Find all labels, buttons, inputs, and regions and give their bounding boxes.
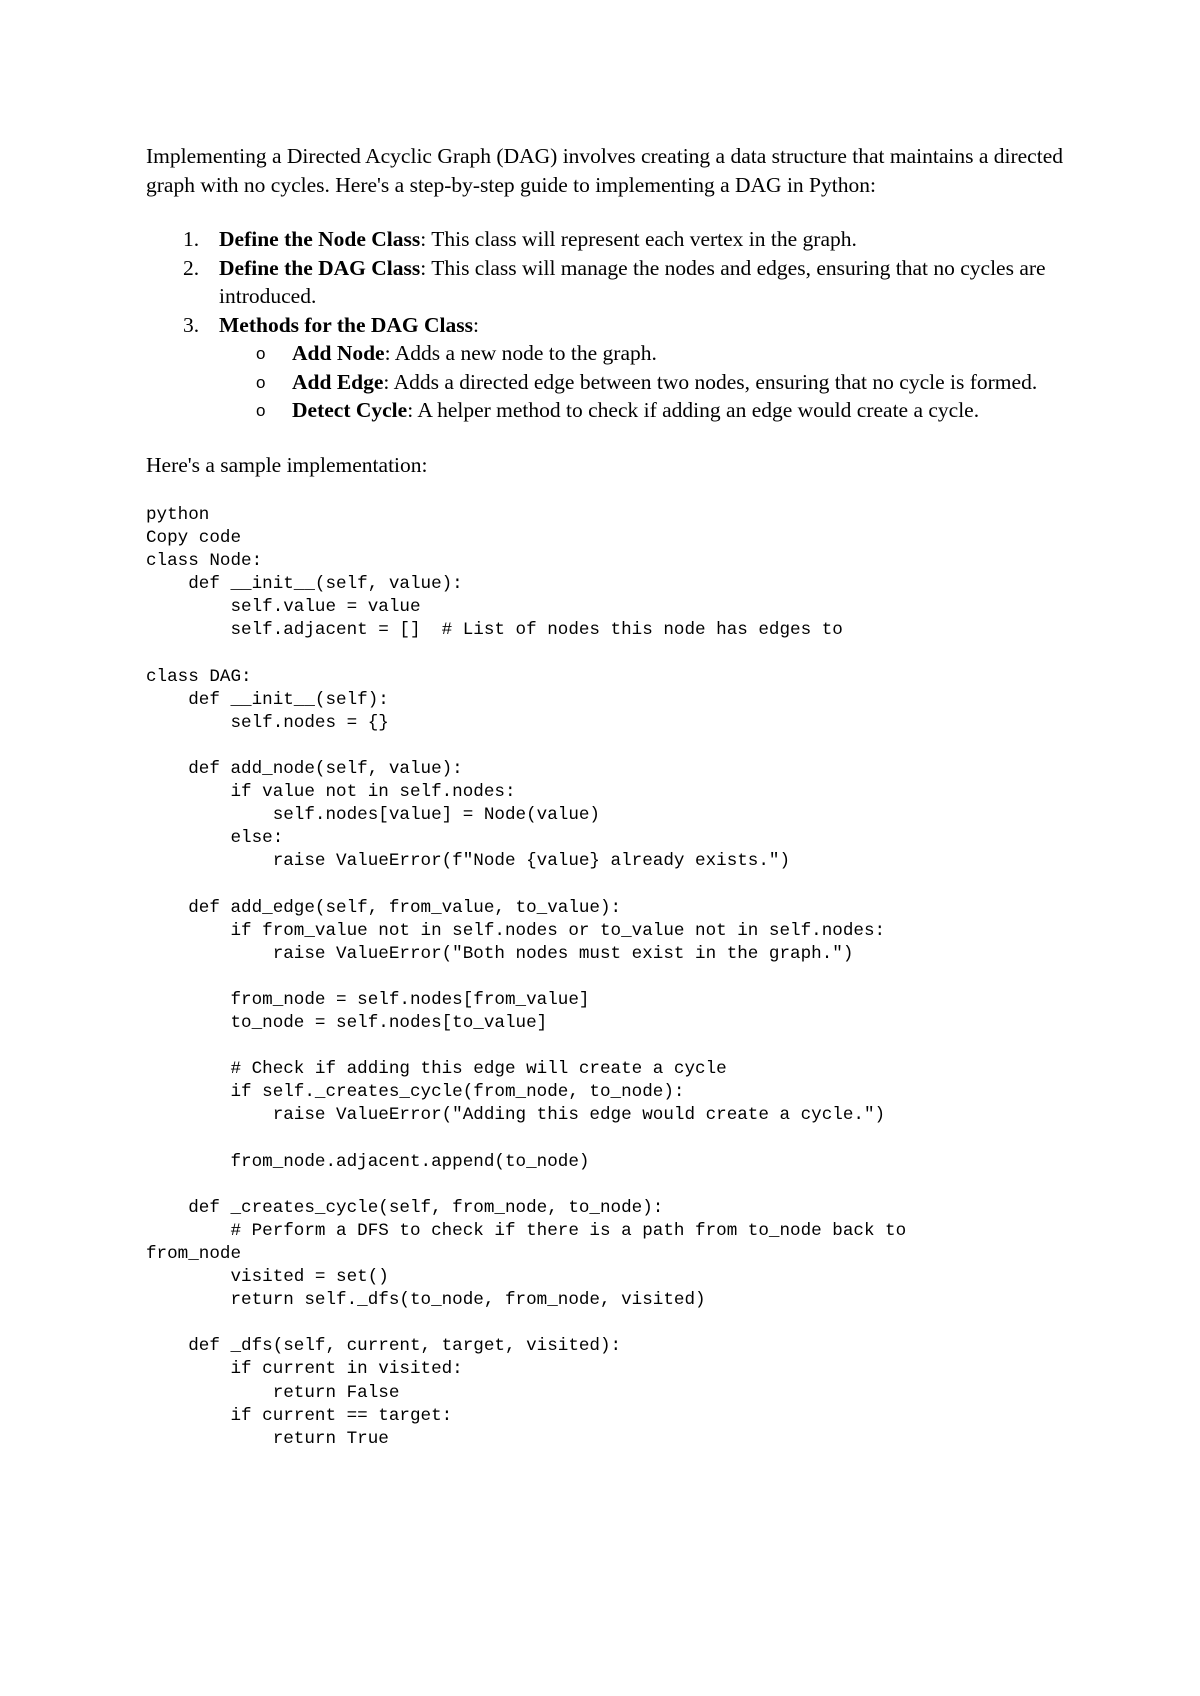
bullet-icon: o [256, 401, 266, 420]
step-item-node-class [146, 225, 1066, 254]
step-number: 3. [183, 312, 200, 337]
method-text: : Adds a new node to the graph. [384, 341, 657, 365]
sample-lead-paragraph: Here's a sample implementation: [146, 452, 428, 477]
step-term: Methods for the DAG Class [219, 312, 474, 337]
steps-list [146, 225, 1066, 425]
step-item-methods [146, 311, 1066, 425]
method-term: Detect Cycle [292, 398, 408, 422]
step-number: 2. [183, 255, 200, 280]
bullet-icon: o [256, 344, 266, 363]
bullet-icon: o [256, 372, 266, 392]
intro-paragraph: Implementing a Directed Acyclic Graph (DAG) involves creating a data structure that maintains a directed graph with no cycles. Here's a step-by-step guide to implementing a DAG in Python: [146, 144, 1063, 197]
code-block: python Copy code class Node: def __init__(self, value): self.value = value self.adjacent = [] # List of nodes this node has edges to class DAG: def __init__(self): self.nodes = {} def add_node(self, value): if value not in self.nodes: self.nodes[value] = Node(value) else: raise ValueError(f"Node {value} already exists.") def add_edge(self, from_value, to_value): if from_value not in self.nodes or to_value not in self.nodes: raise ValueError("Both nodes must exist in the graph.") from_node = self.nodes[from_value] to_node = self.nodes[to_value] # Check if adding this edge will create a cycle if self._creates_cycle(from_node, to_node): raise ValueError("Adding this edge would create a cycle.") from_node.adjacent.append(to_node) def _creates_cycle(self, from_node, to_node): # Perform a DFS to check if there is a path from to_node back to from_node visited = set() return self._dfs(to_node, from_node, visited) def _dfs(self, current, target, visited): if current in visited: return False if current == target: return True [146, 505, 907, 1449]
step-number: 1. [183, 227, 200, 251]
method-term: Add Edge [292, 369, 384, 394]
method-item-add-node [219, 339, 1066, 368]
method-item-add-edge [219, 368, 1066, 397]
step-term: Define the Node Class [219, 227, 421, 251]
step-text: : This class will manage the nodes and edges, ensuring that no cycles are introduced. [219, 255, 1046, 308]
method-text: : Adds a directed edge between two nodes, ensuring that no cycle is formed. [383, 369, 1038, 394]
document-content [146, 142, 1066, 1451]
step-text: : [473, 312, 479, 337]
method-term: Add Node [292, 341, 385, 365]
method-text: : A helper method to check if adding an edge would create a cycle. [407, 398, 980, 422]
step-term: Define the DAG Class [219, 255, 421, 280]
step-text: : This class will represent each vertex in the graph. [420, 227, 857, 251]
methods-list [219, 339, 1066, 425]
method-item-detect-cycle [219, 396, 1066, 425]
step-item-dag-class [146, 254, 1066, 311]
